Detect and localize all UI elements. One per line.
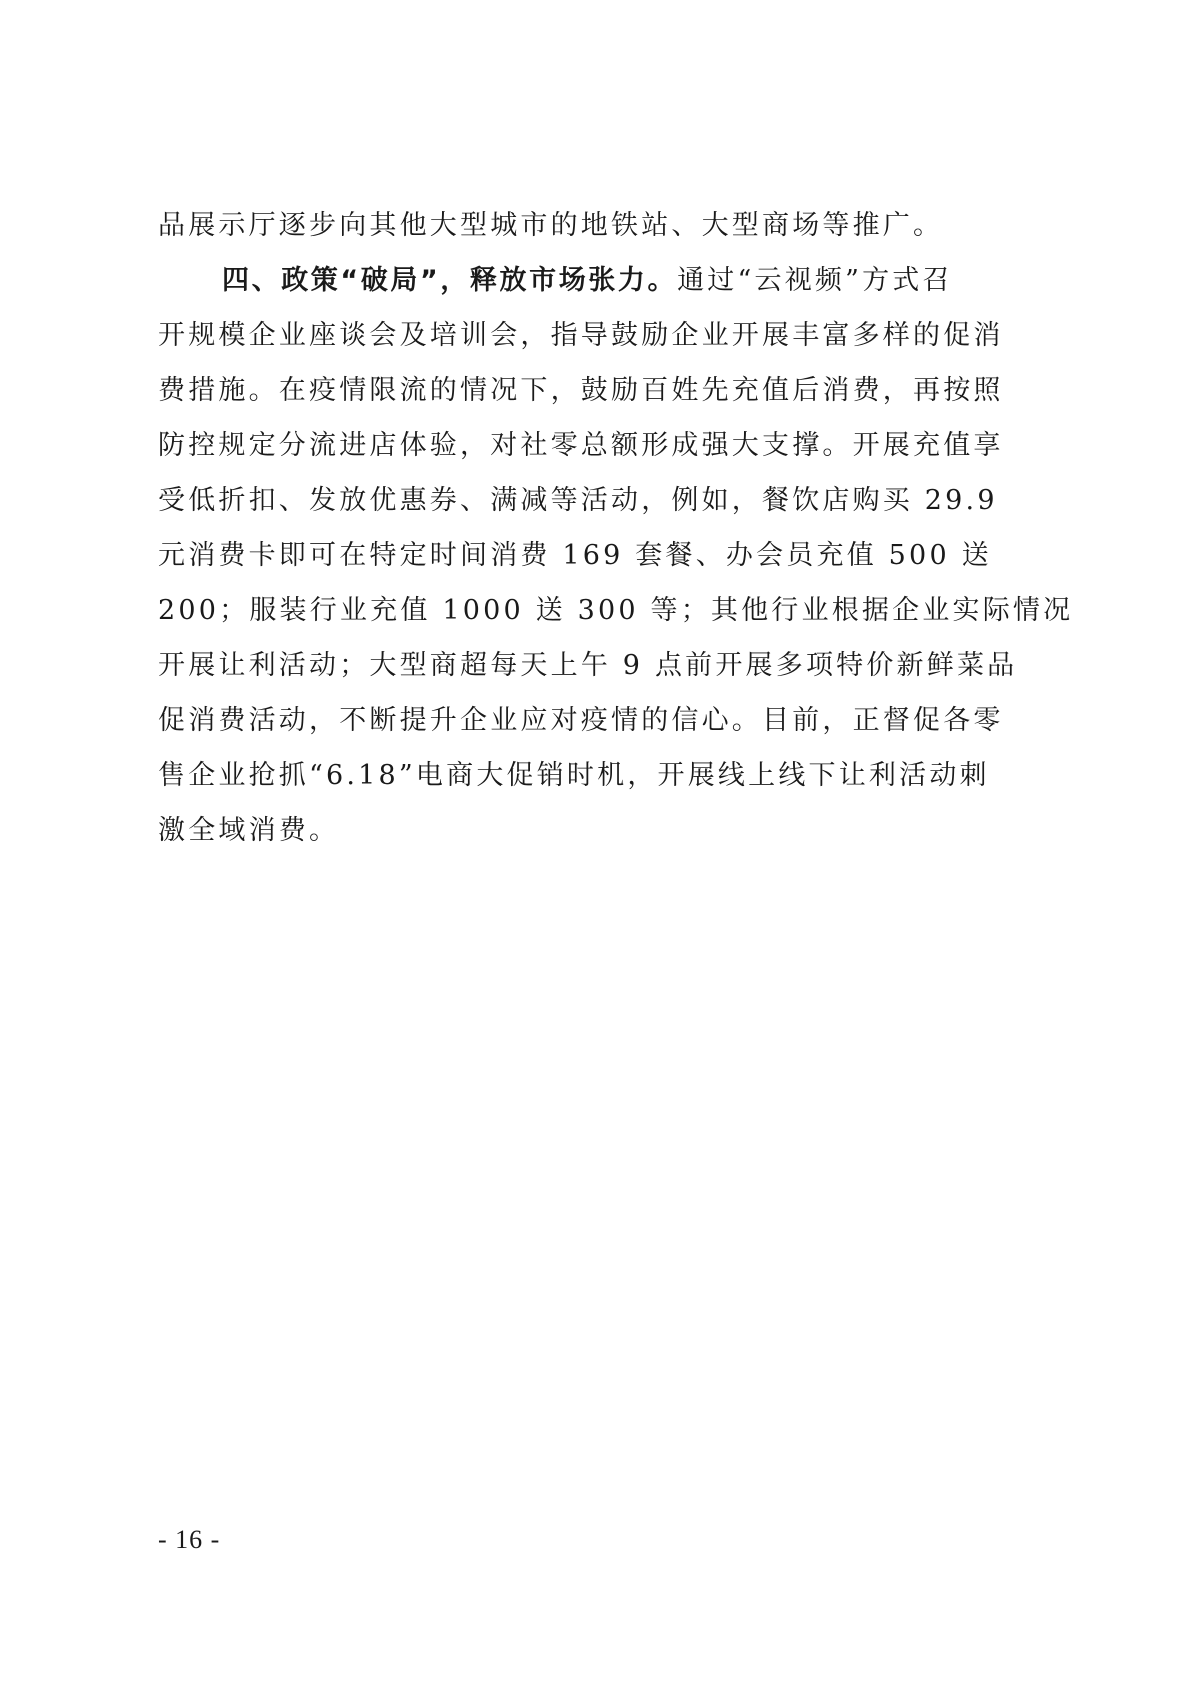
body-line: 开展让利活动；大型商超每天上午 9 点前开展多项特价新鲜菜品 <box>158 650 1018 681</box>
body-line: 售企业抢抓“6.18”电商大促销时机，开展线上线下让利活动刺 <box>158 760 990 791</box>
section-4-first-line <box>222 259 1038 303</box>
body-line: 200；服装行业充值 1000 送 300 等；其他行业根据企业实际情况 <box>158 595 1074 626</box>
body-line: 防控规定分流进店体验，对社零总额形成强大支撑。开展充值享 <box>158 430 1004 461</box>
body-line: 开规模企业座谈会及培训会，指导鼓励企业开展丰富多样的促消 <box>158 320 1004 351</box>
body-line: 受低折扣、发放优惠券、满减等活动，例如，餐饮店购买 29.9 <box>158 485 998 516</box>
body-line: 费措施。在疫情限流的情况下，鼓励百姓先充值后消费，再按照 <box>158 375 1004 406</box>
paragraph-continuation-line: 品展示厅逐步向其他大型城市的地铁站、大型商场等推广。 <box>158 210 944 241</box>
body-line: 激全域消费。 <box>158 815 340 846</box>
body-line: 促消费活动，不断提升企业应对疫情的信心。目前，正督促各零 <box>158 705 1004 736</box>
page-number: - 16 - <box>158 1525 221 1554</box>
section-4-first-line-text: 通过“云视频”方式召 <box>677 265 953 296</box>
section-4-heading: 四、政策“破局”，释放市场张力。 <box>222 265 678 296</box>
body-line: 元消费卡即可在特定时间消费 169 套餐、办会员充值 500 送 <box>158 540 992 571</box>
